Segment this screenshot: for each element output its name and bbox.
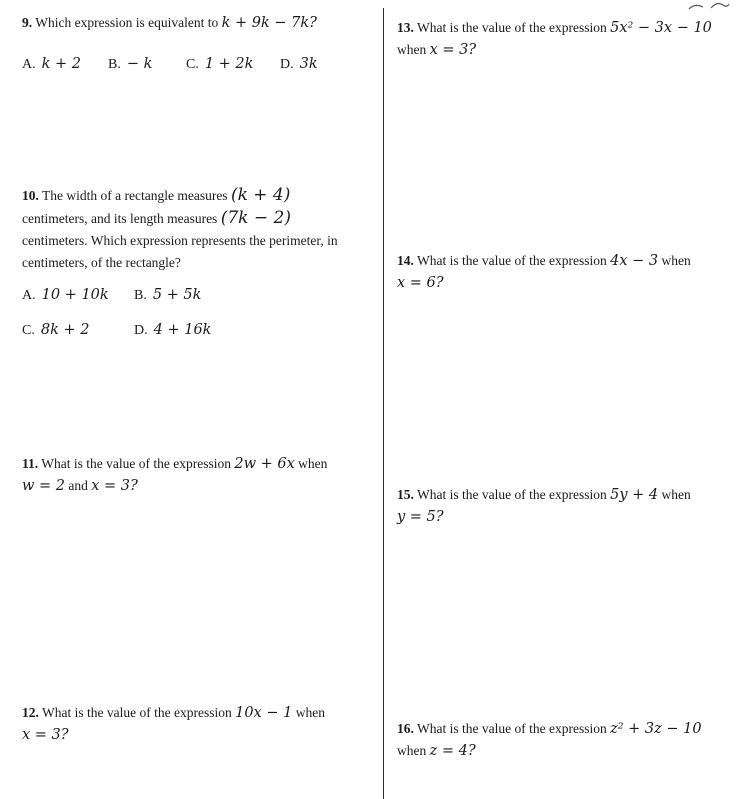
- question-condition: w = 2: [22, 478, 66, 494]
- question-conjunction: and: [68, 478, 88, 493]
- answer-choices-9: [22, 56, 318, 73]
- choice-d[interactable]: D. 4 + 16k: [134, 322, 212, 338]
- question-expression: 2w + 6x: [234, 456, 295, 472]
- question-prompt: Which expression is equivalent to: [35, 15, 219, 30]
- question-suffix: when: [661, 253, 691, 268]
- question-expression: (k + 4): [230, 185, 291, 205]
- question-text-line: centimeters. Which expression represents the perimeter, in: [22, 233, 338, 248]
- choice-b[interactable]: B. − k: [108, 56, 153, 72]
- answer-choices-10-row2: [22, 322, 211, 339]
- question-9: [22, 12, 317, 34]
- question-condition: x = 3?: [429, 42, 477, 58]
- question-expression: 5x² − 3x − 10: [610, 20, 712, 36]
- choice-c[interactable]: C. 8k + 2: [22, 322, 90, 338]
- question-14: [397, 250, 727, 294]
- question-number: 13.: [397, 20, 414, 35]
- pencil-scribble-mark: [687, 0, 731, 12]
- choice-b[interactable]: B. 5 + 5k: [134, 287, 202, 303]
- question-16: [397, 718, 727, 762]
- question-prompt: What is the value of the expression: [42, 705, 232, 720]
- question-condition: x = 3?: [22, 727, 69, 743]
- question-10: [22, 184, 372, 274]
- answer-choices-10-row1: [22, 287, 201, 304]
- question-12: [22, 702, 372, 746]
- question-prompt: What is the value of the expression: [417, 20, 607, 35]
- question-number: 14.: [397, 253, 414, 268]
- question-number: 12.: [22, 705, 39, 720]
- question-condition: x = 3?: [91, 478, 138, 494]
- question-15: [397, 484, 727, 528]
- question-prompt: What is the value of the expression: [417, 253, 607, 268]
- question-expression: k + 9k − 7k?: [221, 15, 317, 31]
- question-suffix: when: [298, 456, 328, 471]
- question-suffix: when: [397, 743, 427, 758]
- choice-a[interactable]: A. 10 + 10k: [22, 287, 109, 303]
- question-prompt: What is the value of the expression: [417, 721, 607, 736]
- choice-c[interactable]: C. 1 + 2k: [186, 56, 254, 72]
- question-number: 15.: [397, 487, 414, 502]
- question-11: [22, 453, 372, 497]
- question-13: [397, 17, 727, 61]
- question-text-line: centimeters, and its length measures: [22, 211, 218, 226]
- column-divider: [383, 8, 384, 799]
- question-expression: 5y + 4: [610, 487, 659, 503]
- question-expression: 10x − 1: [235, 705, 293, 721]
- choice-a[interactable]: A. k + 2: [22, 56, 82, 72]
- question-suffix: when: [661, 487, 691, 502]
- question-text-line: The width of a rectangle measures: [42, 188, 228, 203]
- question-suffix: when: [295, 705, 325, 720]
- question-condition: z = 4?: [429, 743, 476, 759]
- question-number: 11.: [22, 456, 39, 471]
- question-text-line: centimeters, of the rectangle?: [22, 255, 181, 270]
- question-number: 10.: [22, 188, 39, 203]
- question-expression: (7k − 2): [220, 208, 291, 228]
- question-prompt: What is the value of the expression: [417, 487, 607, 502]
- question-condition: x = 6?: [397, 275, 444, 291]
- question-condition: y = 5?: [397, 509, 444, 525]
- question-expression: z² + 3z − 10: [610, 721, 702, 737]
- question-number: 9.: [22, 15, 33, 30]
- question-expression: 4x − 3: [610, 253, 659, 269]
- question-suffix: when: [397, 42, 427, 57]
- question-prompt: What is the value of the expression: [41, 456, 231, 471]
- question-number: 16.: [397, 721, 414, 736]
- choice-d[interactable]: D. 3k: [280, 56, 318, 72]
